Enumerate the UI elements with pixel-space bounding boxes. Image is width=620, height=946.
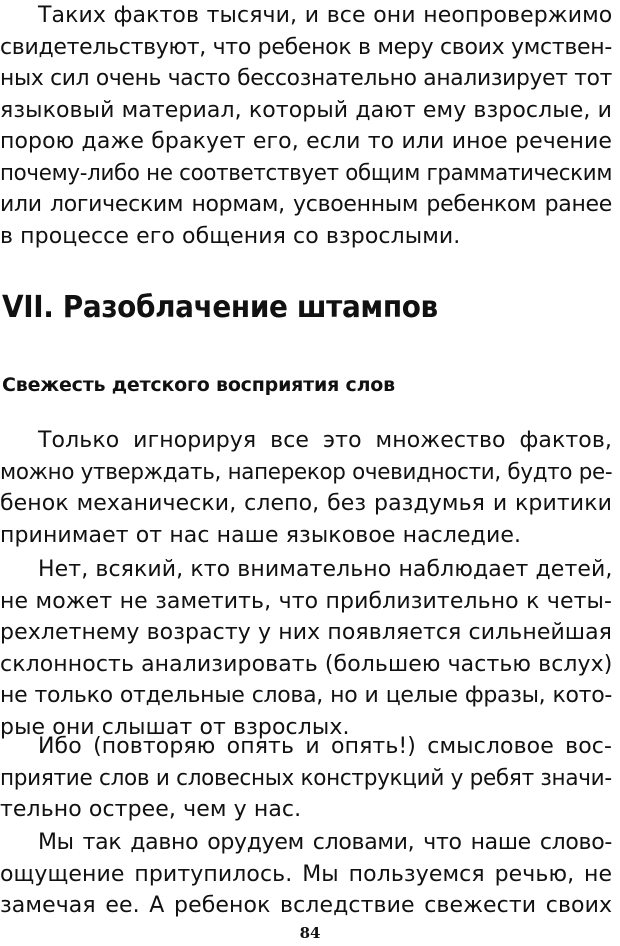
- text-line: Только игнорируя все это множество фактов,: [38, 428, 612, 453]
- text-line: порою даже бракует его, если то или иное речение: [0, 129, 612, 154]
- text-line: в процессе его общения со взрослыми.: [0, 223, 461, 249]
- text-line: бенок механически, слепо, без раздумья и критики: [0, 491, 612, 516]
- text-line: Таких фактов тысячи, и все они неопровержимо: [38, 3, 613, 28]
- paragraph-3: [0, 554, 612, 743]
- section-heading: Свежесть детского восприятия слов: [2, 374, 395, 396]
- text-line: рые они слышат от взрослых.: [0, 714, 350, 740]
- paragraph-4: [0, 731, 612, 826]
- text-line: замечая ее. А ребенок вследствие свежести своих: [0, 893, 613, 918]
- text-line: Нет, всякий, кто внимательно наблюдает детей,: [38, 557, 613, 582]
- text-line: ощущение притупилось. Мы пользуемся речью, не: [0, 861, 613, 887]
- paragraph-2: [0, 425, 612, 551]
- text-line: склонность анализировать (большею частью вслух): [0, 651, 613, 677]
- text-line: или логическим нормам, усвоенным ребенком ранее: [0, 192, 612, 217]
- text-line: Ибо (повторяю опять и опять!) смысловое вос-: [38, 734, 612, 759]
- text-line: свидетельствуют, что ребенок в меру своих умствен-: [0, 34, 612, 60]
- text-line: языковый материал, который дают ему взрослые, и: [0, 97, 612, 123]
- paragraph-5: [0, 827, 612, 922]
- page-number: 84: [299, 924, 321, 942]
- text-line: не только отдельные слова, но и целые фразы, кото-: [0, 683, 612, 708]
- text-line: не может не заметить, что приблизительно к четы-: [0, 588, 613, 614]
- text-line: почему-либо не соответствует общим грамматическим: [0, 160, 613, 186]
- paragraph-1: [0, 0, 612, 252]
- text-line: можно утверждать, наперекор очевидности, будто ре-: [0, 459, 613, 485]
- text-line: тельно острее, чем у нас.: [0, 797, 302, 822]
- text-line: рехлетнему возрасту у них появляется сильнейшая: [0, 620, 612, 645]
- text-line: Мы так давно орудуем словами, что наше слово-: [38, 830, 612, 855]
- text-line: приятие слов и словесных конструкций у ребят значи-: [0, 765, 612, 791]
- text-line: ных сил очень часто бессознательно анализирует тот: [0, 66, 613, 91]
- chapter-heading: VII. Разоблачение штампов: [2, 290, 438, 325]
- text-line: принимает от нас наше языковое наследие.: [0, 522, 522, 548]
